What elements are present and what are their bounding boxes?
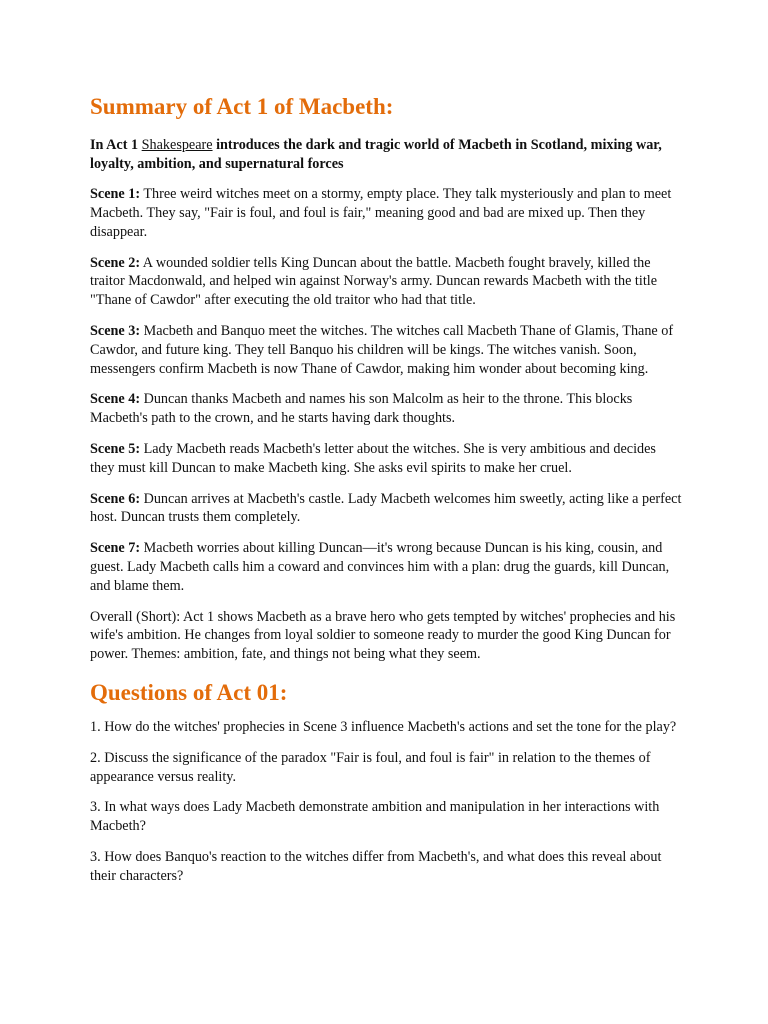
question-item: 1. How do the witches' prophecies in Scene 3 influence Macbeth's actions and set the tone for the play?: [90, 718, 677, 735]
scene-text: Macbeth worries about killing Duncan—it's wrong because Duncan is his king, cousin, and guest. Lady Macbeth calls him a coward and convinces him with a plan: drug the guards, kill Duncan, and blame them.: [90, 540, 670, 594]
overall-paragraph: Overall (Short): Act 1 shows Macbeth as a brave hero who gets tempted by witches' prophecies and his wife's ambition. He changes from loyal soldier to someone ready to murder the good King Duncan for power. Themes: ambition, fate, and things not being what they seem.: [90, 608, 676, 663]
scene-2-paragraph: [90, 254, 682, 310]
scene-label: Scene 1:: [90, 186, 141, 203]
scene-label: Scene 2:: [90, 254, 141, 271]
scene-4-paragraph: [90, 390, 682, 428]
intro-rest: introduces the dark and tragic world of Macbeth in Scotland, mixing war, loyalty, ambition, and supernatural forces: [90, 137, 662, 172]
scene-label: Scene 6:: [90, 490, 141, 507]
scene-label: Scene 3:: [90, 322, 141, 339]
document-page: [90, 92, 682, 886]
scene-text: Duncan thanks Macbeth and names his son Malcolm as heir to the throne. This blocks Macbeth's path to the crown, and he starts having dark thoughts.: [90, 391, 633, 427]
scene-7-paragraph: [90, 539, 682, 595]
scene-text: Lady Macbeth reads Macbeth's letter about the witches. She is very ambitious and decides they must kill Duncan to make Macbeth king. She asks evil spirits to make her cruel.: [90, 440, 656, 476]
intro-prefix: In Act 1: [90, 137, 142, 153]
question-item: 3. In what ways does Lady Macbeth demonstrate ambition and manipulation in her interactions with Macbeth?: [90, 799, 660, 835]
scene-text: Macbeth and Banquo meet the witches. The witches call Macbeth Thane of Glamis, Thane of Cawdor, and future king. They tell Banquo his children will be kings. The witches vanish. Soon, messengers confirm Macbeth is now Thane of Cawdor, making him wonder about becoming king.: [90, 322, 674, 377]
scene-text: Three weird witches meet on a stormy, empty place. They talk mysteriously and plan to meet Macbeth. They say, "Fair is foul, and foul is fair," meaning good and bad are mixed up. Then they disappear.: [90, 186, 672, 240]
scene-text: A wounded soldier tells King Duncan about the battle. Macbeth fought bravely, killed the traitor Macdonwald, and helped win against Norway's army. Duncan rewards Macbeth with the title "Thane of Cawdor" after executing the old traitor who had that title.: [90, 254, 657, 309]
questions-heading: Questions of Act 01:: [90, 679, 288, 705]
intro-paragraph: [90, 136, 682, 173]
scene-5-paragraph: [90, 440, 682, 478]
scene-1-paragraph: [90, 185, 682, 241]
shakespeare-link[interactable]: Shakespeare: [141, 137, 213, 153]
scene-text: Duncan arrives at Macbeth's castle. Lady Macbeth welcomes him sweetly, acting like a perfect host. Duncan trusts them completely.: [90, 490, 682, 526]
scene-6-paragraph: [90, 490, 682, 528]
scene-label: Scene 4:: [90, 391, 141, 408]
scene-label: Scene 7:: [90, 540, 141, 557]
scene-3-paragraph: [90, 322, 682, 378]
scene-label: Scene 5:: [90, 440, 141, 457]
question-item: 3. How does Banquo's reaction to the witches differ from Macbeth's, and what does this reveal about their characters?: [90, 848, 662, 884]
summary-heading: Summary of Act 1 of Macbeth:: [90, 94, 394, 119]
question-item: 2. Discuss the significance of the paradox "Fair is foul, and foul is fair" in relation to the themes of appearance versus reality.: [90, 749, 651, 785]
